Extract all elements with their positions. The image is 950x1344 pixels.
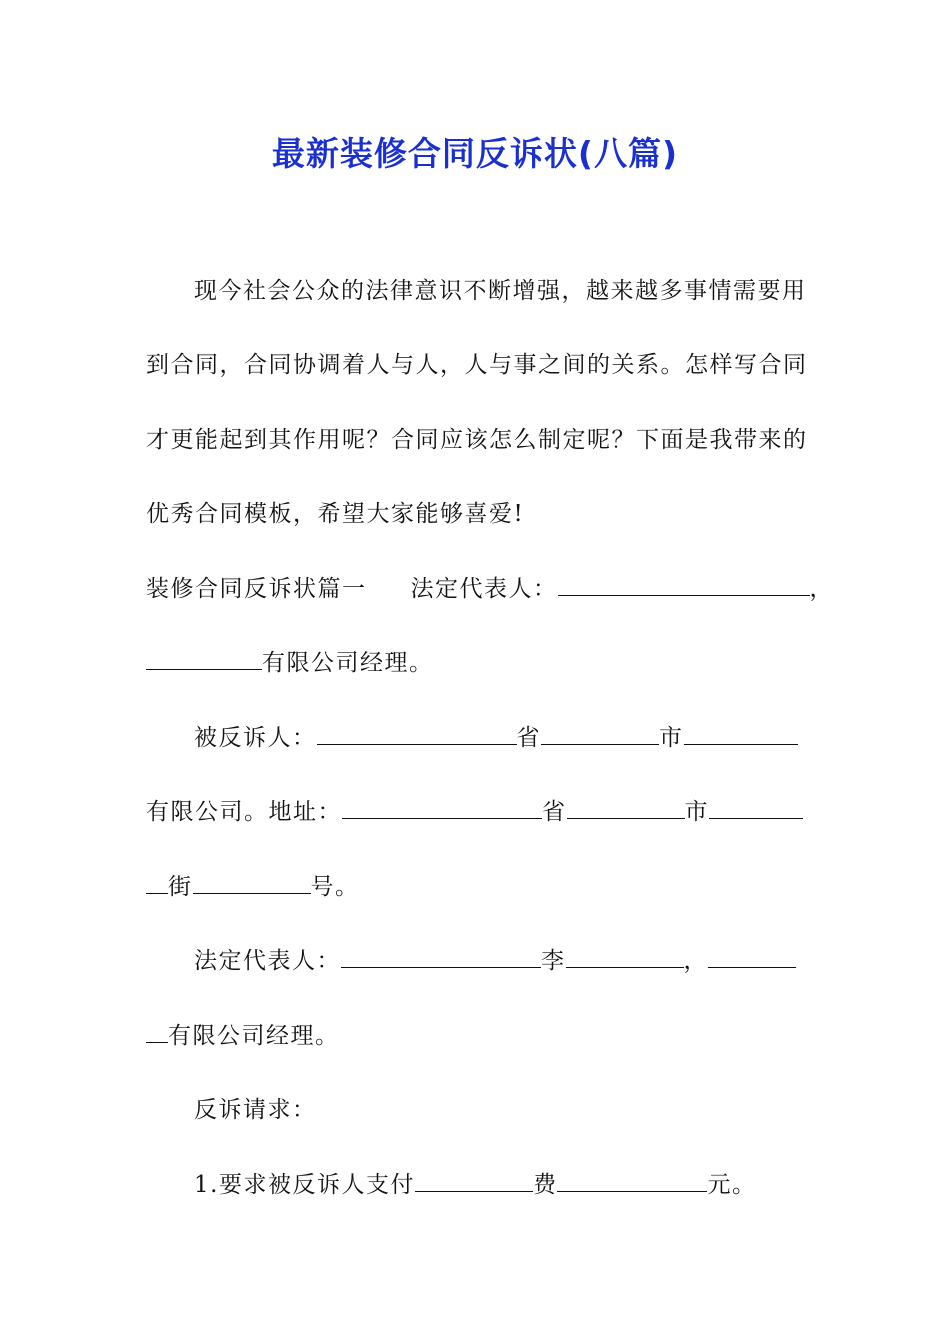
paragraph-line [146, 1017, 340, 1050]
punct: ， [683, 948, 708, 974]
blank-line [541, 743, 659, 745]
blank-line [193, 892, 311, 894]
paragraph-line: 到合同，合同协调着人与人，人与事之间的关系。怎样写合同 [146, 352, 808, 378]
paragraph-line: 才更能起到其作用呢？合同应该怎么制定呢？下面是我带来的 [146, 427, 808, 453]
paragraph-line [146, 793, 803, 826]
text: 省 [542, 799, 567, 825]
paragraph-line [194, 719, 798, 752]
blank-line [415, 1190, 533, 1192]
blank-line [557, 1190, 707, 1192]
document-title: 最新装修合同反诉状(八篇) [271, 134, 679, 173]
text: 1.要求被反诉人支付 [194, 1172, 415, 1198]
blank-line [566, 966, 684, 968]
paragraph-line: 优秀合同模板，希望大家能够喜爱! [146, 501, 525, 527]
field-label: 法定代表人： [194, 948, 341, 974]
paragraph-line [194, 942, 796, 975]
paragraph-line [146, 644, 434, 677]
paragraph-line: 反诉请求： [194, 1097, 317, 1123]
blank-line [567, 817, 685, 819]
text: 有限公司。地址： [146, 799, 342, 825]
text: 市 [659, 725, 684, 751]
text: 号。 [310, 874, 360, 900]
text: 有限公司经理。 [262, 650, 434, 676]
blank-line [317, 743, 517, 745]
text: 费 [532, 1172, 558, 1198]
paragraph-line [146, 868, 360, 901]
blank-line [684, 743, 798, 745]
blank-line [709, 817, 803, 819]
blank-line [146, 668, 262, 670]
blank-line [708, 966, 796, 968]
blank-line [146, 1041, 168, 1043]
field-label: 法定代表人： [410, 576, 558, 602]
text: 元。 [707, 1172, 757, 1198]
blank-line [558, 594, 810, 596]
punct: ， [809, 576, 834, 602]
section-title: 装修合同反诉状篇一 [146, 576, 367, 602]
blank-line [341, 966, 541, 968]
paragraph-line: 现今社会公众的法律意识不断增强，越来越多事情需要用 [194, 278, 807, 304]
text: 市 [684, 799, 709, 825]
text: 省 [516, 725, 541, 751]
text: 街 [168, 874, 193, 900]
text: 李 [541, 948, 566, 974]
blank-line [146, 892, 168, 894]
paragraph-line [194, 1166, 756, 1199]
field-label: 被反诉人： [194, 725, 317, 751]
text: 有限公司经理。 [168, 1023, 340, 1049]
blank-line [342, 817, 542, 819]
section-line [146, 570, 834, 603]
